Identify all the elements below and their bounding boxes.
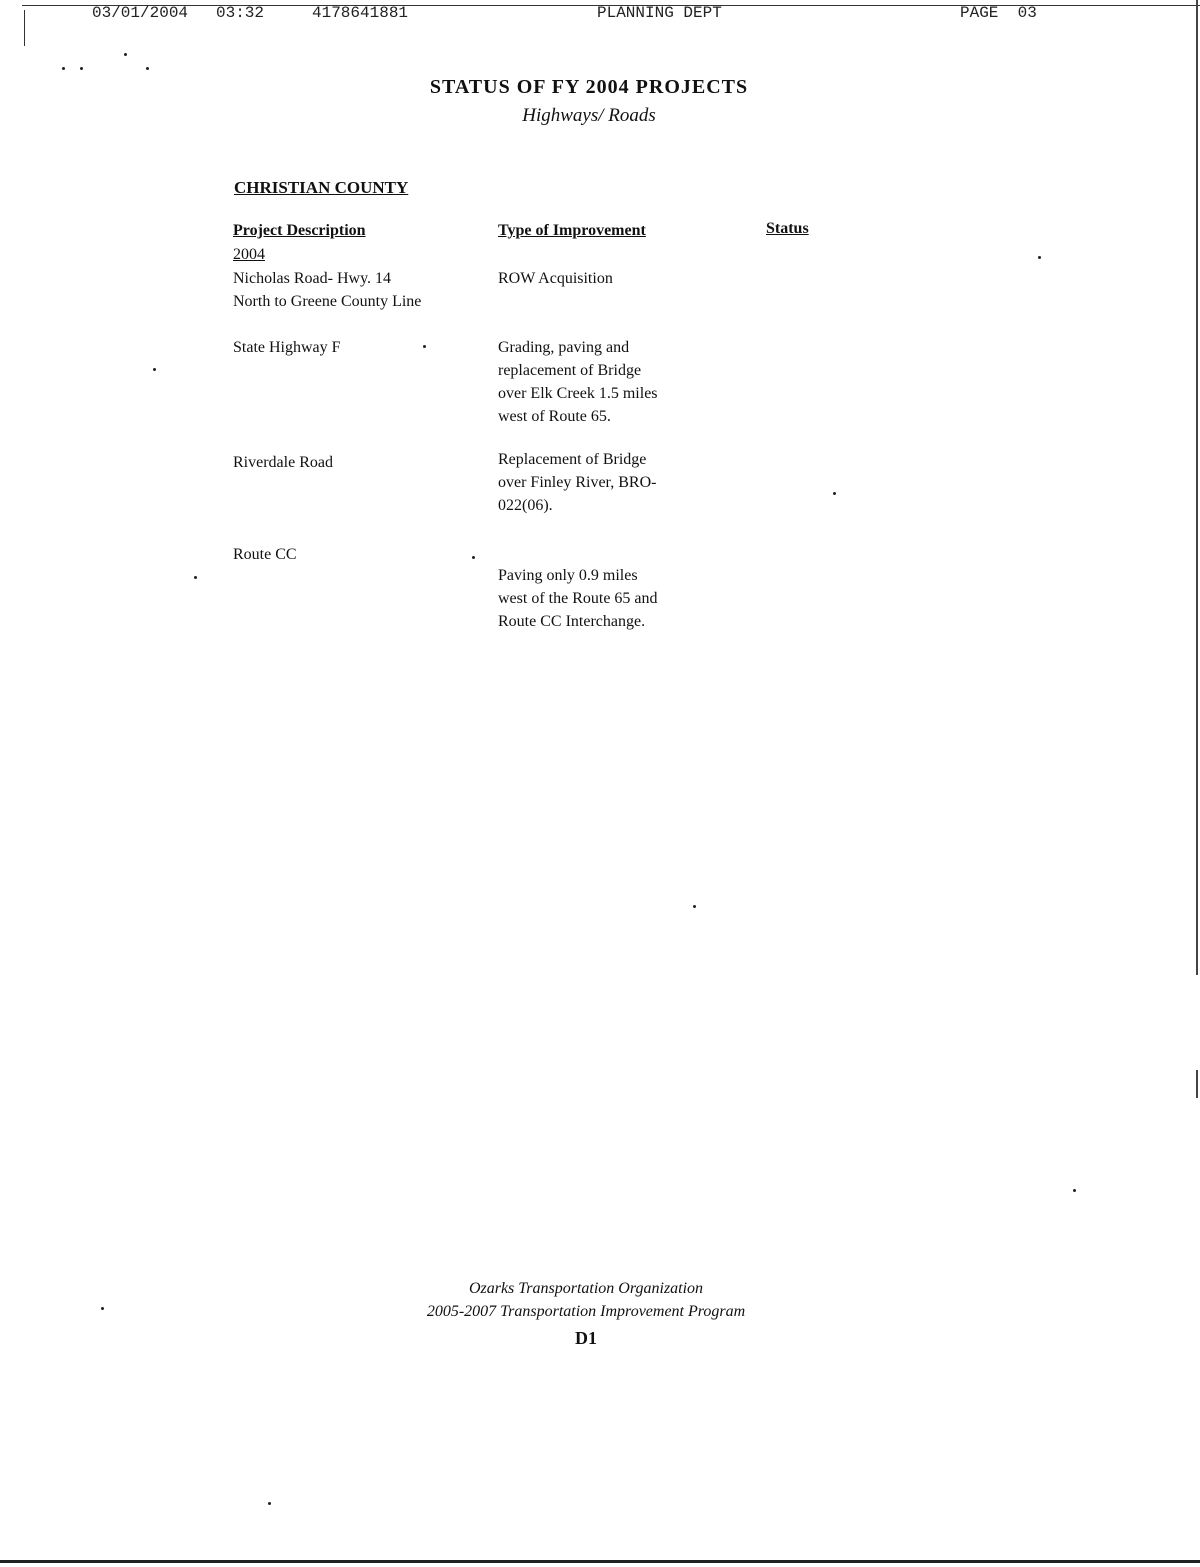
column-header-description: Project Description bbox=[233, 222, 366, 239]
fax-phone-number: 4178641881 bbox=[312, 4, 409, 22]
project-description: Nicholas Road- Hwy. 14 North to Greene County Line bbox=[233, 270, 422, 310]
footer-page-id: D1 bbox=[575, 1328, 597, 1348]
improvement-type: ROW Acquisition bbox=[498, 270, 613, 287]
page-title: STATUS OF FY 2004 PROJECTS bbox=[429, 76, 749, 98]
scan-speck bbox=[1038, 256, 1041, 259]
fax-page-number: 03 bbox=[1017, 4, 1037, 22]
scan-speck bbox=[693, 905, 696, 908]
page-subtitle: Highways/ Roads bbox=[522, 105, 656, 126]
project-description: Route CC bbox=[233, 546, 297, 563]
fax-time: 03:32 bbox=[216, 4, 265, 22]
right-edge-tick bbox=[1196, 1070, 1198, 1098]
footer-program: 2005-2007 Transportation Improvement Program bbox=[426, 1303, 746, 1320]
scan-speck bbox=[194, 576, 197, 579]
project-description: State Highway F bbox=[233, 339, 341, 356]
scan-speck bbox=[124, 53, 127, 56]
scan-speck bbox=[153, 368, 156, 371]
scan-speck bbox=[423, 345, 426, 348]
project-description: Riverdale Road bbox=[233, 454, 333, 471]
fax-header bbox=[0, 0, 1200, 24]
column-header-improvement: Type of Improvement bbox=[498, 222, 646, 239]
footer-organization: Ozarks Transportation Organization bbox=[468, 1280, 704, 1297]
scan-speck bbox=[101, 1307, 104, 1310]
scan-speck bbox=[80, 67, 83, 70]
scan-speck bbox=[472, 556, 475, 559]
improvement-type: Paving only 0.9 miles west of the Route 65 and Route CC Interchange. bbox=[498, 567, 658, 630]
left-margin-mark bbox=[24, 10, 25, 46]
right-edge-rule bbox=[1196, 0, 1198, 975]
fax-date: 03/01/2004 bbox=[92, 4, 189, 22]
county-heading: CHRISTIAN COUNTY bbox=[234, 178, 409, 197]
column-header-status: Status bbox=[766, 220, 809, 237]
year-label: 2004 bbox=[233, 246, 265, 263]
scan-speck bbox=[146, 67, 149, 70]
scan-speck bbox=[62, 67, 65, 70]
fax-page bbox=[960, 4, 1037, 22]
fax-page-label: PAGE bbox=[960, 4, 999, 22]
fax-department: PLANNING DEPT bbox=[597, 4, 722, 22]
improvement-type: Replacement of Bridge over Finley River, BRO- 022(06). bbox=[498, 451, 657, 514]
scan-speck bbox=[833, 492, 836, 495]
bottom-edge-rule bbox=[0, 1560, 1200, 1563]
scan-speck bbox=[268, 1502, 271, 1505]
scan-speck bbox=[1073, 1189, 1076, 1192]
improvement-type: Grading, paving and replacement of Bridge over Elk Creek 1.5 miles west of Route 65. bbox=[498, 339, 658, 425]
